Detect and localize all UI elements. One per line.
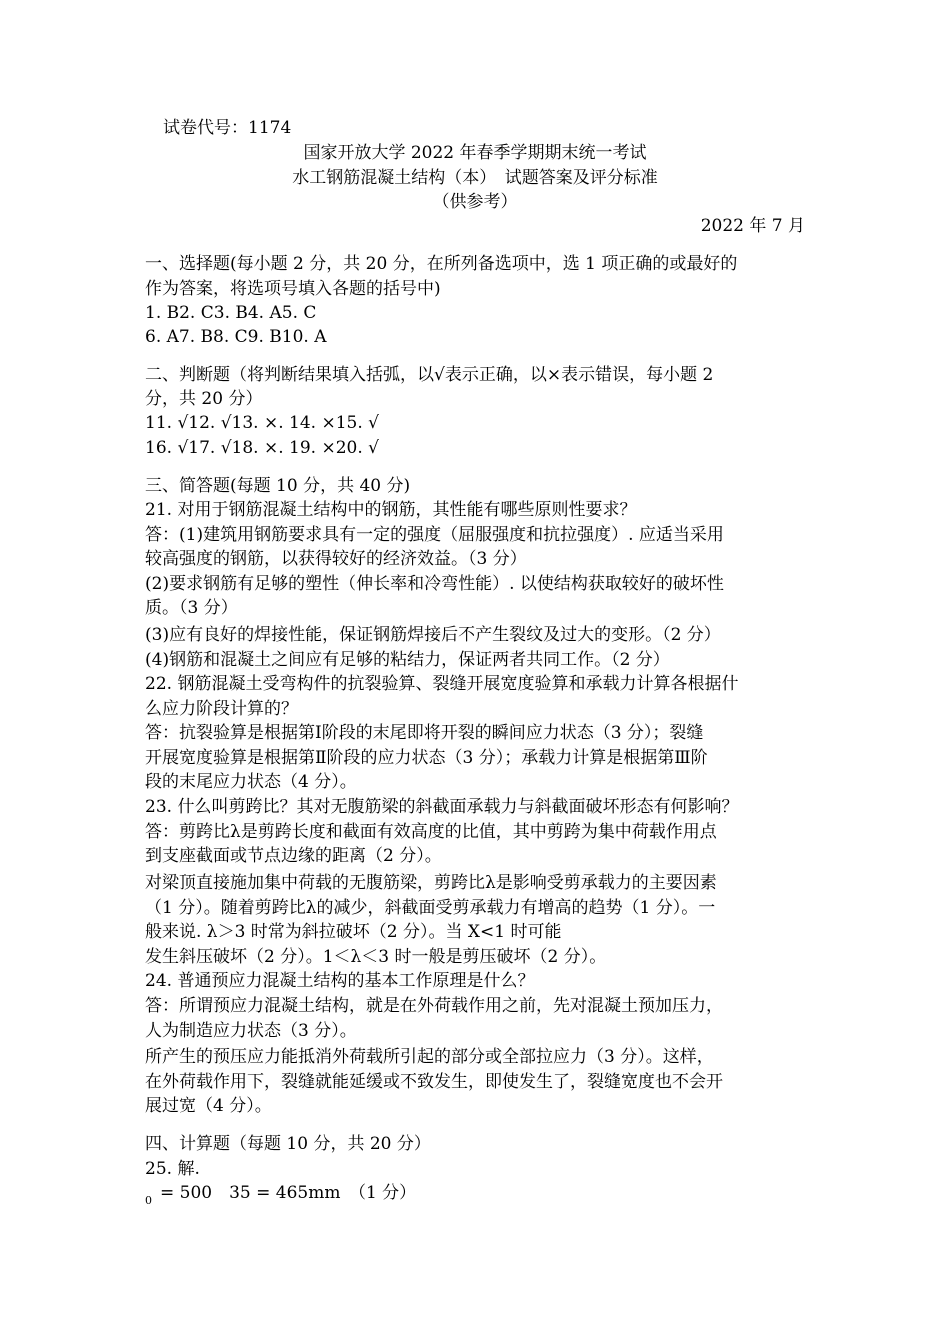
section3-line: 般来说. λ＞3 时常为斜拉破坏（2 分）。当 X<1 时可能	[145, 922, 562, 942]
section1-heading-cont: 作为答案，将选项号填入各题的括号中)	[145, 279, 441, 299]
section3-line: 开展宽度验算是根据第Ⅱ阶段的应力状态（3 分）；承载力计算是根据第Ⅲ阶	[145, 748, 708, 768]
section3-line: 到支座截面或节点边缘的距离（2 分）。	[145, 846, 442, 866]
question-25-label: 25. 解.	[145, 1159, 200, 1179]
section3-line: 人为制造应力状态（3 分）。	[145, 1021, 357, 1041]
section3-line: 对梁顶直接施加集中荷载的无腹筋梁，剪跨比λ是影响受剪承载力的主要因素	[145, 873, 717, 893]
section3-line: (3)应有良好的焊接性能，保证钢筋焊接后不产生裂纹及过大的变形。（2 分）	[145, 625, 721, 645]
exam-date: 2022 年 7 月	[700, 216, 805, 236]
formula-line	[145, 1181, 416, 1207]
section3-line: 答：(1)建筑用钢筋要求具有一定的强度（屈服强度和抗拉强度）. 应适当采用	[145, 525, 724, 545]
section3-line: 23. 什么叫剪跨比？其对无腹筋梁的斜截面承载力与斜截面破坏形态有何影响？	[145, 797, 739, 817]
section3-line: 质。（3 分）	[145, 598, 238, 618]
section3-line: （1 分）。随着剪跨比λ的减少，斜截面受剪承载力有增高的趋势（1 分）。一	[145, 898, 716, 918]
section3-line: 答：抗裂验算是根据第Ⅰ阶段的末尾即将开裂的瞬间应力状态（3 分）；裂缝	[145, 723, 704, 743]
section3-line: 段的末尾应力状态（4 分）。	[145, 772, 357, 792]
section3-line: 21. 对用于钢筋混凝土结构中的钢筋，其性能有哪些原则性要求？	[145, 500, 637, 520]
exam-note: （供参考）	[432, 192, 518, 212]
section3-heading: 三、简答题(每题 10 分，共 40 分)	[145, 476, 411, 496]
section1-answers-2: 6. A7. B8. C9. B10. A	[145, 327, 327, 347]
section3-line: (4)钢筋和混凝土之间应有足够的粘结力，保证两者共同工作。（2 分）	[145, 650, 670, 670]
section1-heading: 一、选择题(每小题 2 分，共 20 分，在所列备选项中，选 1 项正确的或最好的	[145, 254, 738, 274]
section3-line: 么应力阶段计算的？	[145, 699, 298, 719]
section2-answers-2: 16. √17. √18. ×. 19. ×20. √	[145, 438, 379, 458]
section3-line: 展过宽（4 分）。	[145, 1096, 272, 1116]
section3-line: 在外荷载作用下，裂缝就能延缓或不致发生，即使发生了，裂缝宽度也不会开	[145, 1072, 723, 1092]
section3-line: 22. 钢筋混凝土受弯构件的抗裂验算、裂缝开展宽度验算和承载力计算各根据什	[145, 674, 739, 694]
formula-text: = 500 35 = 465mm （1 分）	[160, 1183, 417, 1203]
section2-heading: 二、判断题（将判断结果填入括弧，以√表示正确，以×表示错误，每小题 2	[145, 365, 714, 385]
exam-title: 国家开放大学 2022 年春季学期期末统一考试	[303, 143, 647, 163]
section3-line: 发生斜压破坏（2 分）。1＜λ＜3 时一般是剪压破坏（2 分）。	[145, 947, 607, 967]
section1-answers-1: 1. B2. C3. B4. A5. C	[145, 303, 317, 323]
section2-heading-cont: 分，共 20 分）	[145, 389, 263, 409]
section2-answers-1: 11. √12. √13. ×. 14. ×15. √	[145, 413, 379, 433]
section3-line: 答：剪跨比λ是剪跨长度和截面有效高度的比值，其中剪跨为集中荷载作用点	[145, 822, 717, 842]
section3-line: (2)要求钢筋有足够的塑性（伸长率和冷弯性能）. 以使结构获取较好的破坏性	[145, 574, 724, 594]
section3-line: 较高强度的钢筋，以获得较好的经济效益。（3 分）	[145, 549, 527, 569]
section3-line: 24. 普通预应力混凝土结构的基本工作原理是什么？	[145, 971, 535, 991]
section3-line: 所产生的预压应力能抵消外荷载所引起的部分或全部拉应力（3 分）。这样，	[145, 1047, 714, 1067]
exam-code: 试卷代号：1174	[163, 118, 292, 138]
exam-subtitle: 水工钢筋混凝土结构（本） 试题答案及评分标准	[292, 168, 658, 188]
section4-heading: 四、计算题（每题 10 分，共 20 分）	[145, 1134, 431, 1154]
section3-line: 答：所谓预应力混凝土结构，就是在外荷载作用之前，先对混凝土预加压力，	[145, 996, 723, 1016]
formula-subscript: 0	[145, 1194, 152, 1207]
